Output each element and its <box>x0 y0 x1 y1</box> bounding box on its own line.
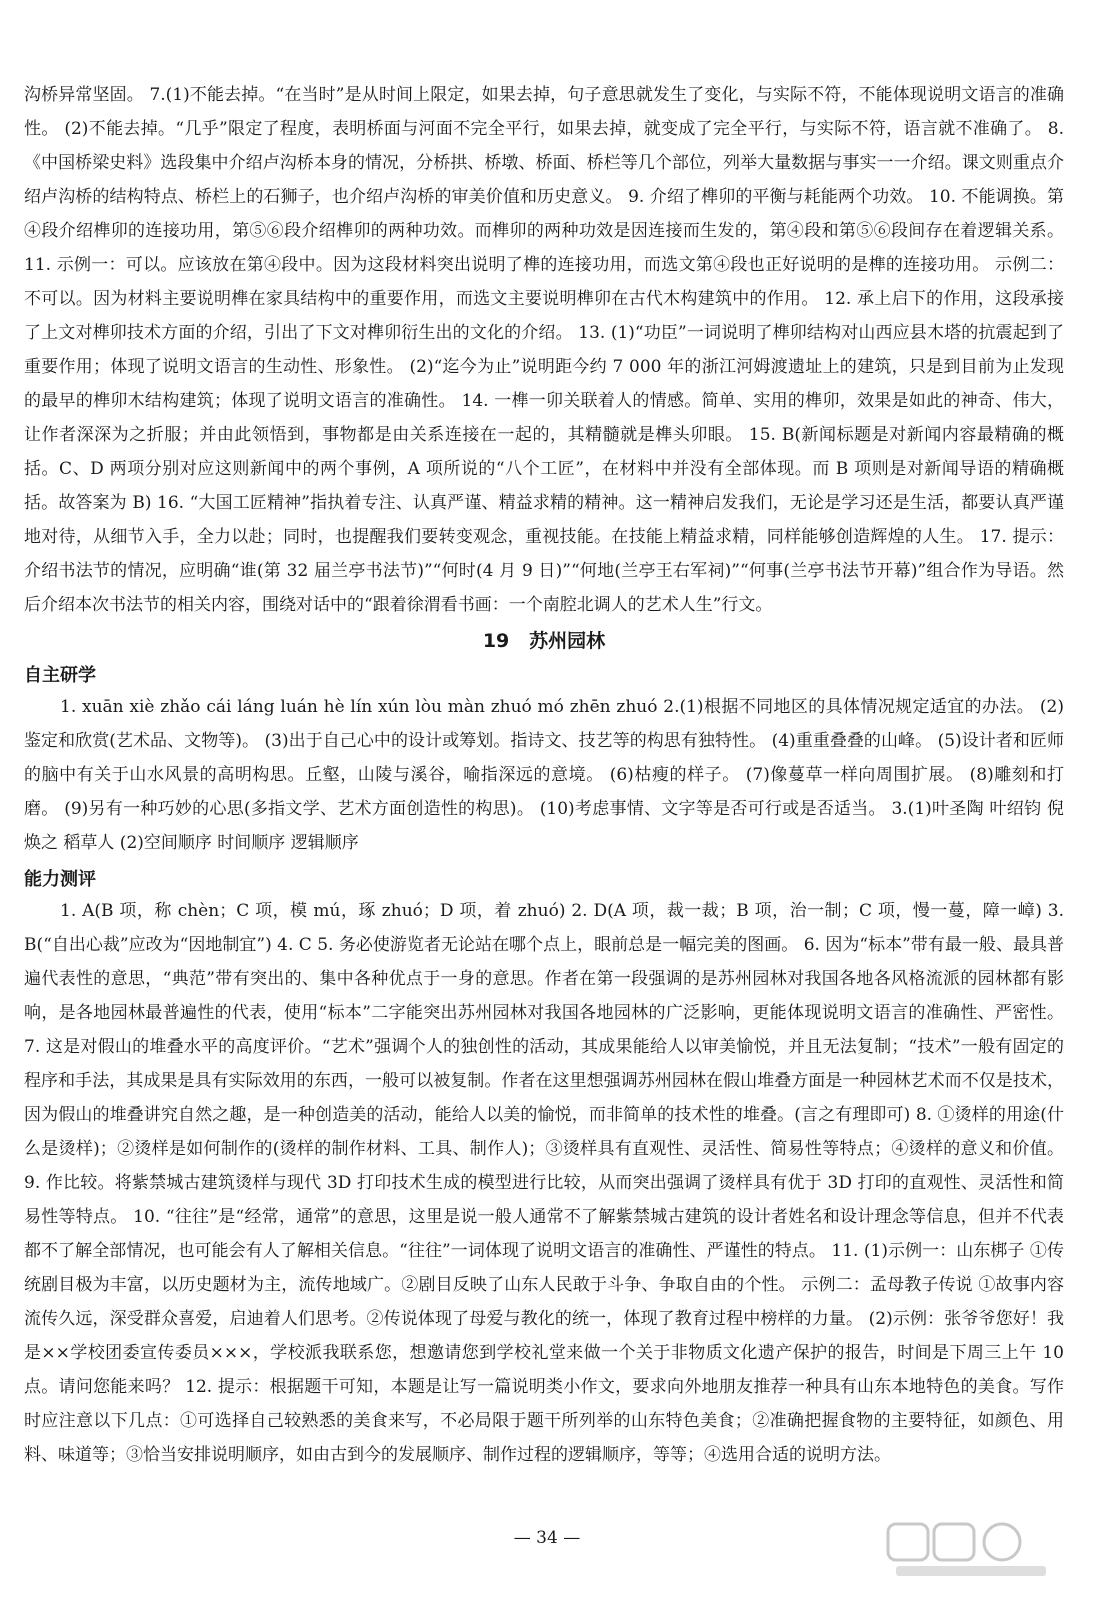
watermark-logo-icon <box>882 1518 1072 1582</box>
section-heading-ability-test: 能力测评 <box>24 869 96 890</box>
watermark-logo <box>882 1518 1072 1582</box>
self-study-text: 1. xuān xiè zhǎo cái láng luán hè lín xún lòu màn zhuó mó zhēn zhuó 2.(1)根据不同地区的具体情况规定适宜的办法。 (2)鉴定和欣赏(艺术品、文物等)。 (3)出于自己心中的设计或筹划。指诗文、技艺等的构思有独特性。 (4)重重叠叠的山峰。 (5)设计者和匠师的脑中有关于山水风景的高明构思。丘壑，山陵与溪谷，喻指深远的意境。 (6)枯瘦的样子。 (7)像蔓草一样向周围扩展。 (8)雕刻和打磨。 (9)另有一种巧妙的心思(多指文学、艺术方面创造性的构思)。 (10)考虑事情、文字等是否可行或是否适当。 3.(1)叶圣陶 叶绍钧 倪焕之 稻草人 (2)空间顺序 时间顺序 逻辑顺序 <box>24 697 1064 853</box>
lesson-title <box>24 626 1064 656</box>
ability-test-answers <box>24 894 1064 1472</box>
lesson-number: 19 <box>482 630 510 652</box>
lesson-name: 苏州园林 <box>529 630 606 652</box>
self-study-answers <box>24 690 1064 860</box>
section-heading-self-study: 自主研学 <box>24 665 96 686</box>
page-number: — 34 — <box>513 1528 581 1548</box>
answer-page-content <box>24 78 1064 1472</box>
continuation-answers: 沟桥异常坚固。 7.(1)不能去掉。“在当时”是从时间上限定，如果去掉，句子意思就发生了变化，与实际不符，不能体现说明文语言的准确性。 (2)不能去掉。“几乎”限定了程度，表明桥面与河面不完全平行，如果去掉，就变成了完全平行，与实际不符，语言就不准确了。 8.《中国桥梁史料》选段集中介绍卢沟桥本身的情况，分桥拱、桥墩、桥面、桥栏等几个部位，列举大量数据与事实一一介绍。课文则重点介绍卢沟桥的结构特点、桥栏上的石狮子，也介绍卢沟桥的审美价值和历史意义。 9. 介绍了榫卯的平衡与耗能两个功效。 10. 不能调换。第④段介绍榫卯的连接功用，第⑤⑥段介绍榫卯的两种功效。而榫卯的两种功效是因连接而生发的，第④段和第⑤⑥段间存在着逻辑关系。 11. 示例一：可以。应该放在第④段中。因为这段材料突出说明了榫的连接功用，而选文第④段也正好说明的是榫的连接功用。 示例二：不可以。因为材料主要说明榫在家具结构中的重要作用，而选文主要说明榫卯在古代木构建筑中的作用。 12. 承上启下的作用，这段承接了上文对榫卯技术方面的介绍，引出了下文对榫卯衍生出的文化的介绍。 13. (1)“功臣”一词说明了榫卯结构对山西应县木塔的抗震起到了重要作用；体现了说明文语言的生动性、形象性。 (2)“迄今为止”说明距今约 7 000 年的浙江河姆渡遗址上的建筑，只是到目前为止发现的最早的榫卯木结构建筑；体现了说明文语言的准确性。 14. 一榫一卯关联着人的情感。简单、实用的榫卯，效果是如此的神奇、伟大，让作者深深为之折服；并由此领悟到，事物都是由关系连接在一起的，其精髓就是榫头卯眼。 15. B(新闻标题是对新闻内容最精确的概括。C、D 两项分别对应这则新闻中的两个事例，A 项所说的“八个工匠”，在材料中并没有全部体现。而 B 项则是对新闻导语的精确概括。故答案为 B) 16. “大国工匠精神”指执着专注、认真严谨、精益求精的精神。这一精神启发我们，无论是学习还是生活，都要认真严谨地对待，从细节入手，全力以赴；同时，也提醒我们要转变观念，重视技能。在技能上精益求精，同样能够创造辉煌的人生。 17. 提示：介绍书法节的情况，应明确“谁(第 32 届兰亭书法节)”“何时(4 月 9 日)”“何地(兰亭王右军祠)”“何事(兰亭书法节开幕)”组合作为导语。然后介绍本次书法节的相关内容，围绕对话中的“跟着徐渭看书画：一个南腔北调人的艺术人生”行文。 <box>24 85 1064 615</box>
ability-test-text: 1. A(B 项，称 chèn；C 项，模 mú，琢 zhuó；D 项，着 zhuó) 2. D(A 项，裁一裁；B 项，治一制；C 项，慢一蔓，障一嶂) 3. B(“自出心裁”应改为“因地制宜”) 4. C 5. 务必使游览者无论站在哪个点上，眼前总是一幅完美的图画。 6. 因为“标本”带有最一般、最具普遍代表性的意思，“典范”带有突出的、集中各种优点于一身的意思。作者在第一段强调的是苏州园林对我国各地各风格流派的园林都有影响，是各地园林最普遍性的代表，使用“标本”二字能突出苏州园林对我国各地园林的广泛影响，更能体现说明文语言的准确性、严密性。 7. 这是对假山的堆叠水平的高度评价。“艺术”强调个人的独创性的活动，其成果能给人以审美愉悦，并且无法复制；“技术”一般有固定的程序和手法，其成果是具有实际效用的东西，一般可以被复制。作者在这里想强调苏州园林在假山堆叠方面是一种园林艺术而不仅是技术，因为假山的堆叠讲究自然之趣，是一种创造美的活动，能给人以美的愉悦，而非简单的技术性的堆叠。(言之有理即可) 8. ①烫样的用途(什么是烫样)；②烫样是如何制作的(烫样的制作材料、工具、制作人)；③烫样具有直观性、灵活性、简易性等特点；④烫样的意义和价值。 9. 作比较。将紫禁城古建筑烫样与现代 3D 打印技术生成的模型进行比较，从而突出强调了烫样具有优于 3D 打印的直观性、灵活性和简易性等特点。 10. “往往”是“经常，通常”的意思，这里是说一般人通常不了解紫禁城古建筑的设计者姓名和设计理念等信息，但并不代表都不了解全部情况，也可能会有人了解相关信息。“往往”一词体现了说明文语言的准确性、严谨性的特点。 11. (1)示例一：山东梆子 ①传统剧目极为丰富，以历史题材为主，流传地域广。②剧目反映了山东人民敢于斗争、争取自由的个性。 示例二：孟母教子传说 ①故事内容流传久远，深受群众喜爱，启迪着人们思考。②传说体现了母爱与教化的统一，体现了教育过程中榜样的力量。 (2)示例：张爷爷您好！我是××学校团委宣传委员×××，学校派我联系您，想邀请您到学校礼堂来做一个关于非物质文化遗产保护的报告，时间是下周三上午 10 点。请问您能来吗？ 12. 提示：根据题干可知，本题是让写一篇说明类小作文，要求向外地朋友推荐一种具有山东本地特色的美食。写作时应注意以下几点：①可选择自己较熟悉的美食来写，不必局限于题干所列举的山东特色美食；②准确把握食物的主要特征，如颜色、用料、味道等；③恰当安排说明顺序，如由古到今的发展顺序、制作过程的逻辑顺序，等等；④选用合适的说明方法。 <box>24 901 1064 1465</box>
